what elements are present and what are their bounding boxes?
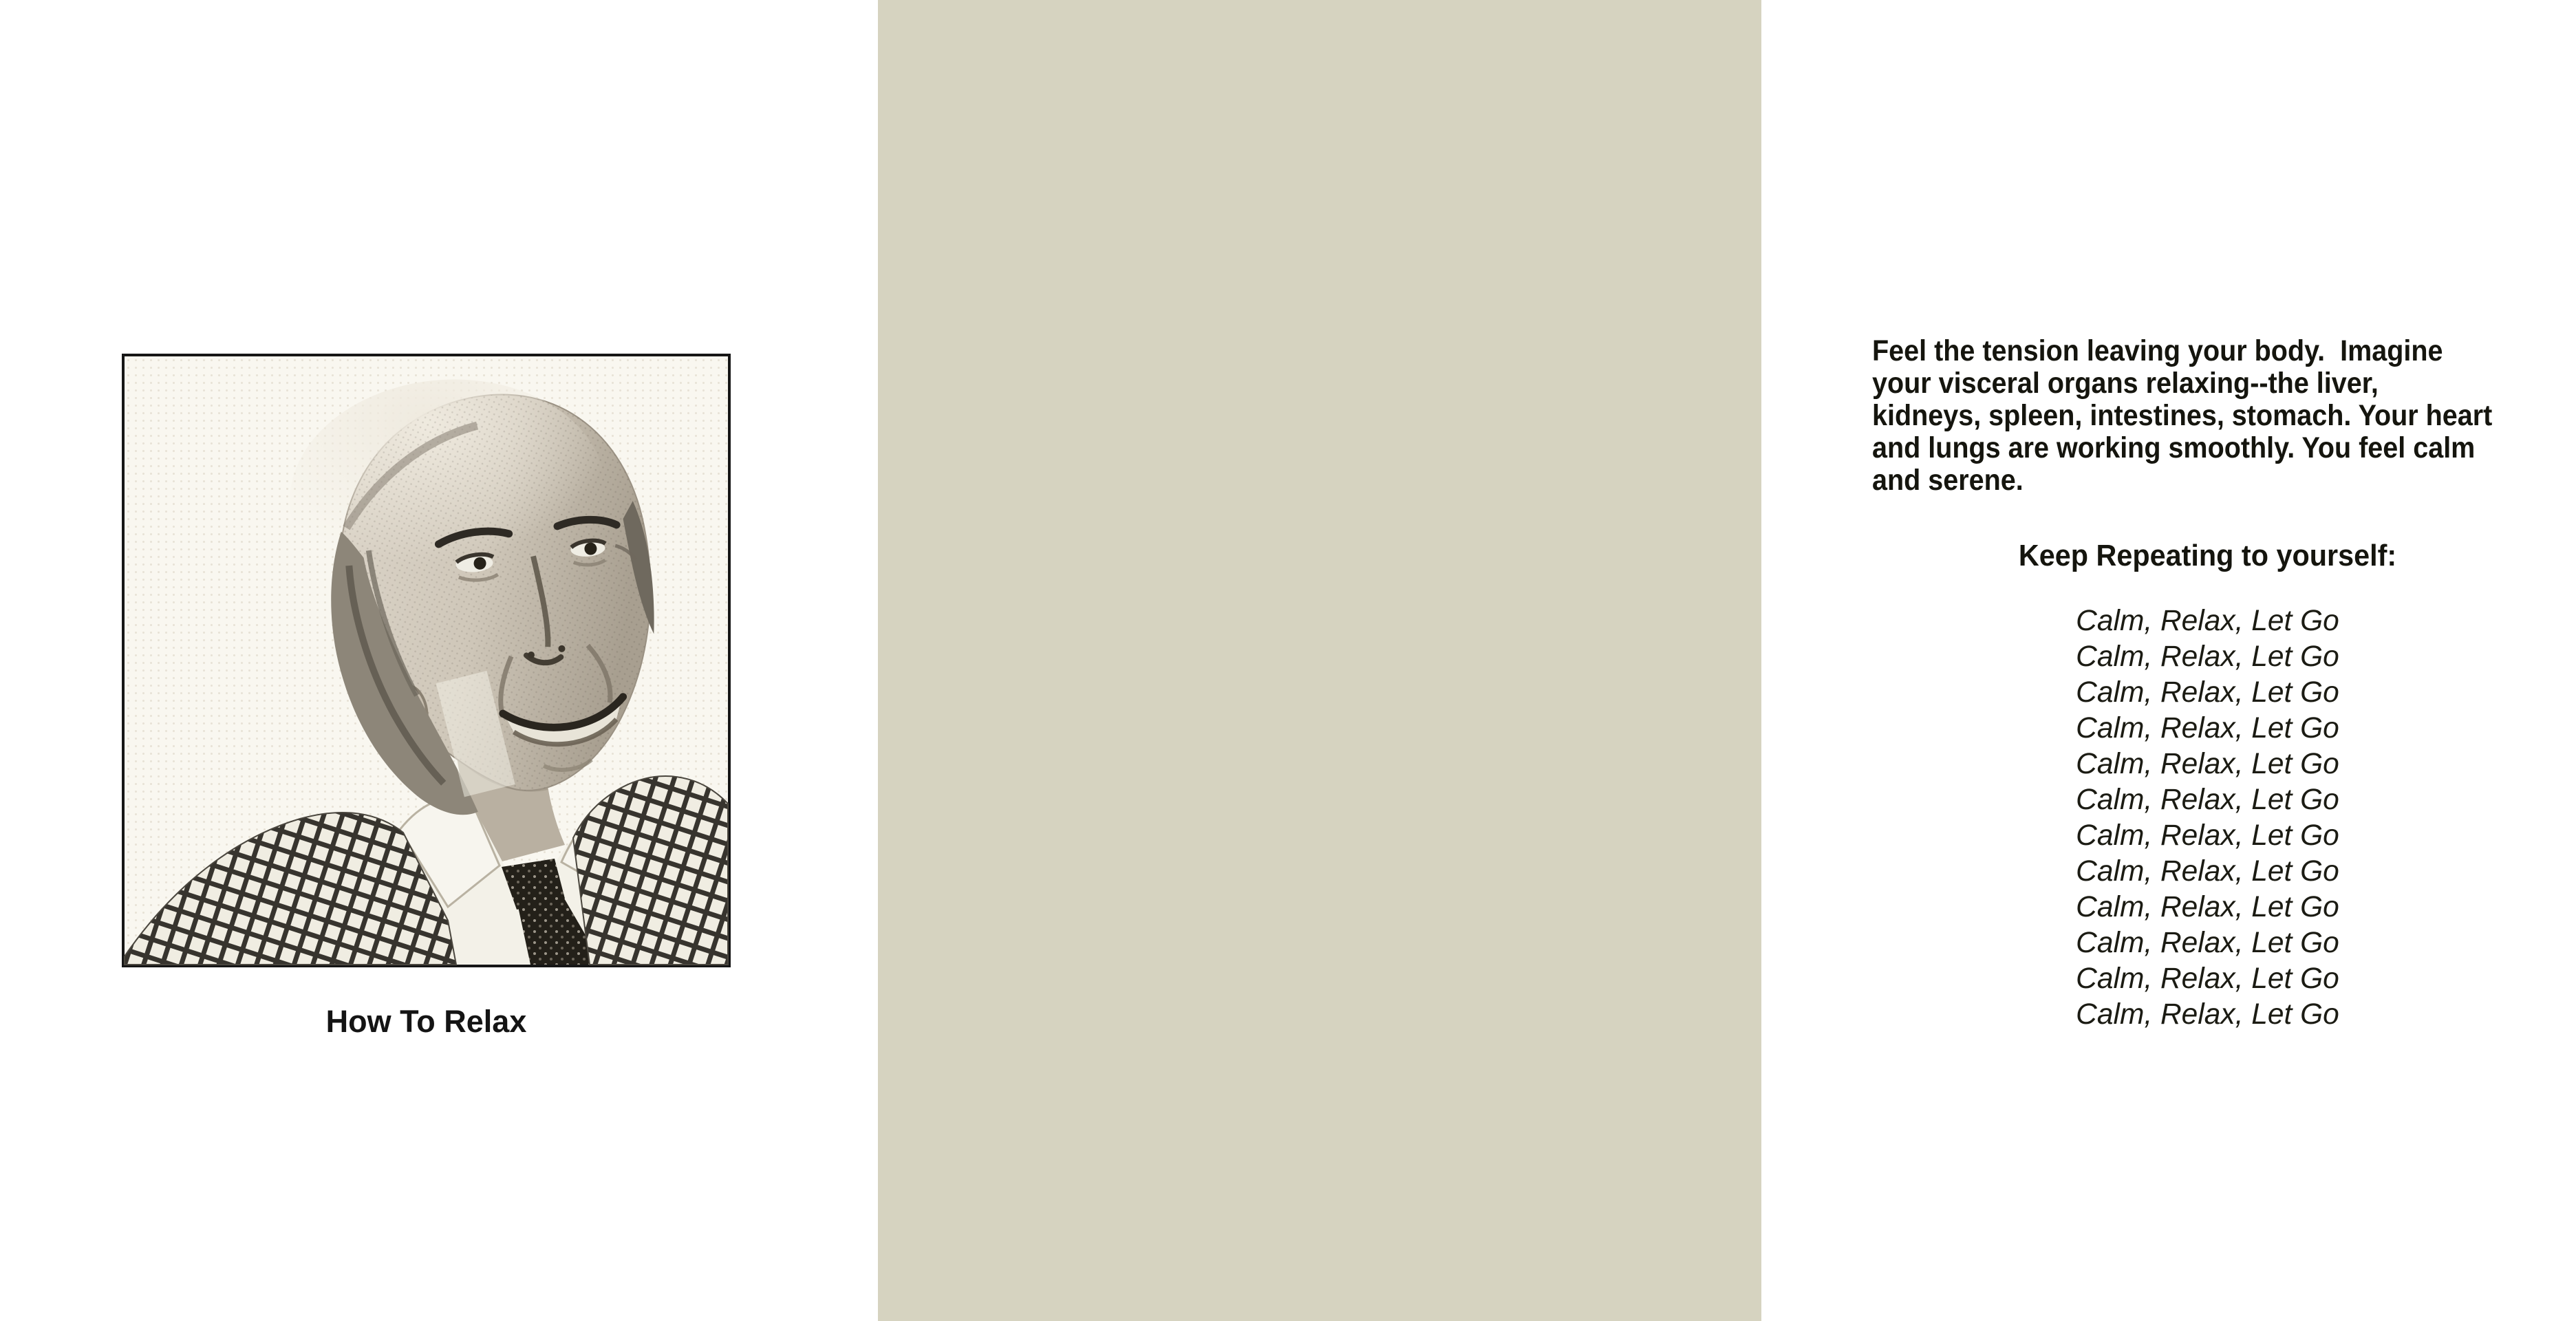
mantra-line: Calm, Relax, Let Go: [2076, 676, 2339, 709]
paragraph-line: your visceral organs relaxing--the liver,: [1872, 367, 2379, 400]
mantra-list: [1872, 603, 2543, 1033]
mantra-line: Calm, Relax, Let Go: [2076, 927, 2339, 959]
repeat-heading: Keep Repeating to yourself:: [2018, 539, 2397, 572]
mantra-line: Calm, Relax, Let Go: [2076, 998, 2339, 1031]
paragraph-line: kidneys, spleen, intestines, stomach. Your heart: [1872, 400, 2493, 432]
mantra-line: Calm, Relax, Let Go: [2076, 605, 2339, 637]
mantra-line: Calm, Relax, Let Go: [2076, 641, 2339, 673]
relaxation-paragraph: [1872, 335, 2576, 497]
mantra-line: Calm, Relax, Let Go: [2076, 784, 2339, 816]
photo-caption: How To Relax: [325, 1004, 527, 1039]
mantra-line: Calm, Relax, Let Go: [2076, 891, 2339, 923]
paragraph-line: Feel the tension leaving your body. Imagine: [1872, 335, 2443, 367]
paragraph-line: and lungs are working smoothly. You feel calm: [1872, 432, 2476, 464]
mantra-line: Calm, Relax, Let Go: [2076, 855, 2339, 888]
mantra-line: Calm, Relax, Let Go: [2076, 963, 2339, 995]
mantra-line: Calm, Relax, Let Go: [2076, 712, 2339, 744]
portrait-photo-illustration: [125, 356, 728, 965]
mantra-line: Calm, Relax, Let Go: [2076, 748, 2339, 780]
portrait-photo: [122, 354, 731, 967]
mantra-line: Calm, Relax, Let Go: [2076, 819, 2339, 852]
paragraph-line: and serene.: [1872, 464, 2024, 497]
right-page: [878, 0, 2493, 1321]
